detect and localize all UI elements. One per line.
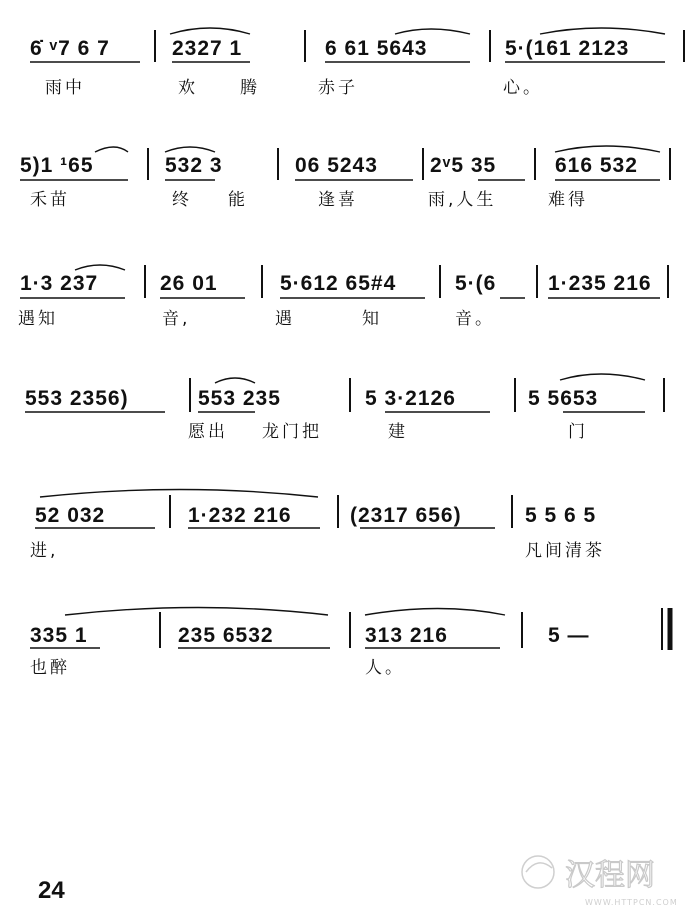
lyric: 难得 [548, 190, 588, 210]
watermark-url: WWW.HTTPCN.COM [585, 898, 678, 907]
watermark-text: 汉程网 [565, 858, 655, 893]
watermark [522, 856, 678, 907]
lyric: 逢喜 [318, 190, 358, 210]
lyric: 建 [388, 422, 408, 442]
measure-4-3: 5 3·2126 [365, 387, 456, 410]
measure-2-3: 06 5243 [295, 154, 378, 177]
measure-5-4: 5 5 6 5 [525, 504, 597, 527]
lyric: 终 [172, 190, 192, 210]
lyric: 能 [228, 190, 248, 210]
measure-2-5: 616 532 [555, 154, 638, 177]
staff-system-3 [18, 265, 668, 329]
lyrics-line-1 [45, 78, 543, 98]
watermark-logo-icon [522, 856, 554, 888]
lyrics-line-5 [30, 541, 605, 561]
lyric: 门 [568, 422, 588, 442]
measure-1-4: 5·(161 2123 [505, 37, 630, 60]
lyric: 凡间清茶 [525, 541, 605, 561]
lyric: 也醉 [30, 658, 70, 678]
lyric: 龙门把 [262, 422, 322, 442]
measure-4-1: 553 2356) [25, 387, 129, 410]
staff-system-4 [25, 374, 664, 442]
page-number: 24 [38, 877, 65, 904]
lyric: 人。 [365, 658, 405, 678]
staff-system-5 [30, 490, 605, 562]
lyrics-line-3 [18, 309, 495, 329]
lyric: 欢 [178, 78, 198, 98]
measure-3-1: 1·3 237 [20, 272, 99, 295]
staff-system-6 [30, 608, 670, 679]
measure-5-3: (2317 656) [350, 504, 462, 527]
staff-system-2 [20, 146, 670, 210]
lyric: 心。 [503, 78, 543, 98]
measure-4-2: 553 235 [198, 387, 281, 410]
measure-6-1: 335 1 [30, 624, 88, 647]
lyric: 雨中 [45, 78, 85, 98]
measure-6-2: 235 6532 [178, 624, 274, 647]
lyric: 知 [362, 309, 382, 329]
measure-6-3: 313 216 [365, 624, 448, 647]
measure-3-2: 26 01 [160, 272, 218, 295]
lyric: 愿出 [188, 422, 228, 442]
measure-5-2: 1·232 216 [188, 504, 292, 527]
measure-1-1: 6̇ ᵛ7 6 7 [30, 37, 110, 60]
lyric: 遇 [275, 309, 295, 329]
lyric: 腾 [240, 78, 260, 98]
measure-2-2: 532 3 [165, 154, 223, 177]
staff-system-1 [30, 28, 684, 98]
lyric: 音, [162, 309, 191, 329]
measure-1-3: 6 61 5643 [325, 37, 428, 60]
lyrics-line-4 [188, 422, 588, 442]
measure-3-5: 1·235 216 [548, 272, 652, 295]
measure-6-4: 5 — [548, 624, 590, 647]
lyric: 遇知 [18, 309, 58, 329]
measure-2-4: 2ᵛ5 35 [430, 154, 497, 177]
lyrics-line-2 [30, 190, 588, 210]
lyric: 音。 [455, 309, 495, 329]
measure-3-3: 5·612 65#4 [280, 272, 397, 295]
measure-4-4: 5 5653 [528, 387, 599, 410]
lyrics-line-6 [30, 658, 405, 678]
lyric: 赤子 [318, 78, 358, 98]
measure-5-1: 52 032 [35, 504, 106, 527]
lyric: 进, [30, 541, 59, 561]
lyric: 雨,人生 [428, 190, 497, 210]
lyric: 禾苗 [30, 190, 70, 210]
measure-2-1: 5)1 ¹65 [20, 154, 94, 177]
measure-3-4: 5·(6 [455, 272, 497, 295]
measure-1-2: 2327 1 [172, 37, 243, 60]
